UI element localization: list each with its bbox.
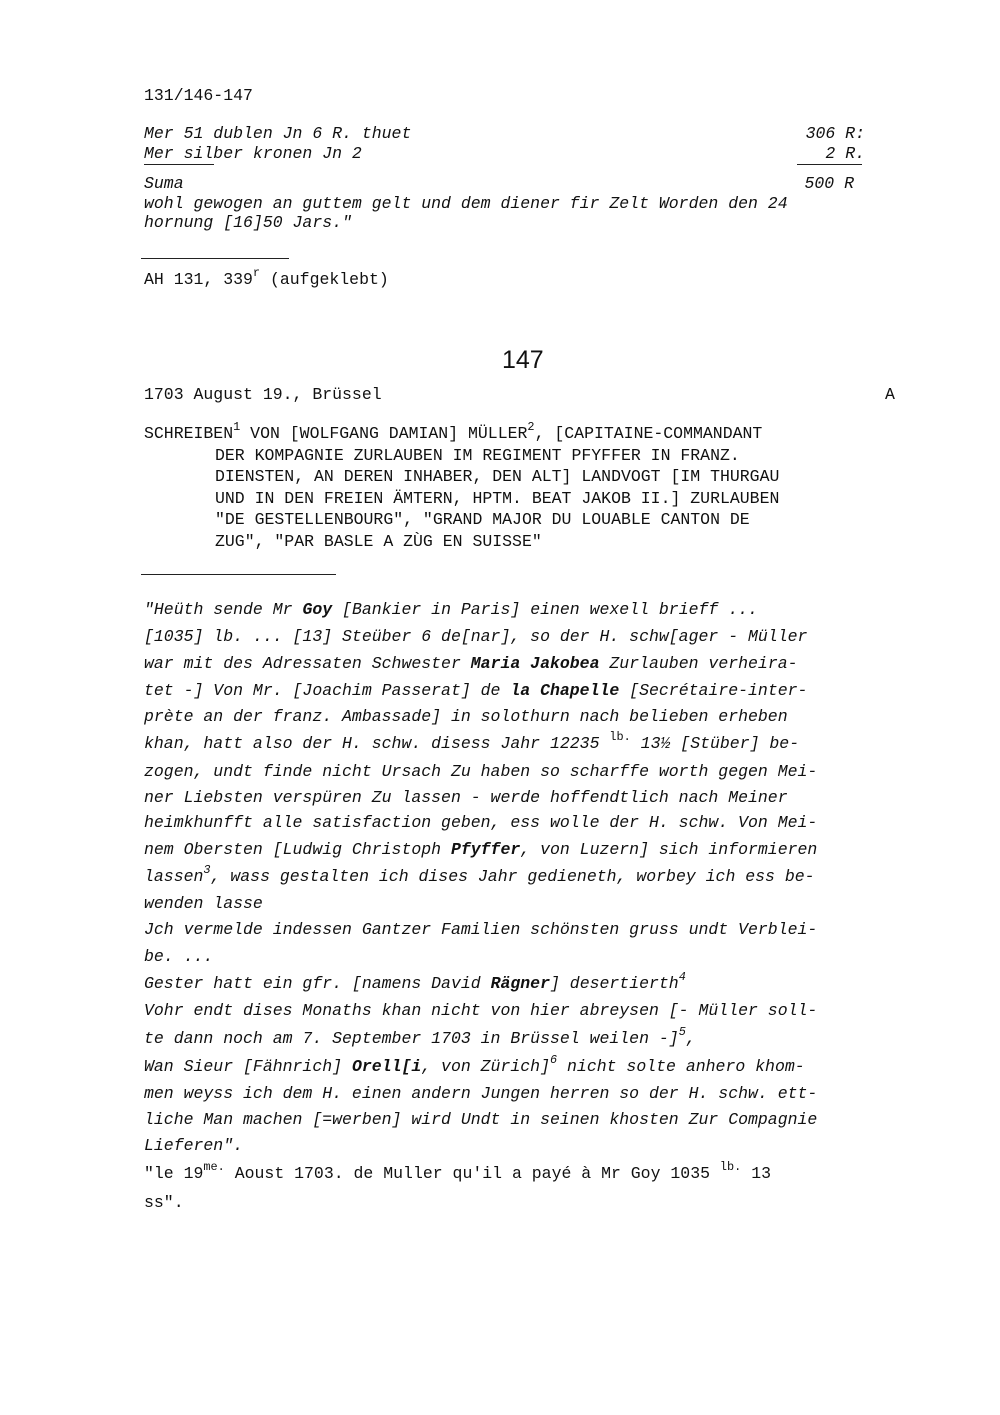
letter-line — [144, 1084, 817, 1103]
letter-text: nem Obersten [Ludwig Christoph — [144, 840, 451, 859]
letter-line — [144, 969, 686, 993]
heading-line-4: UND IN DEN FREIEN ÄMTERN, HPTM. BEAT JAKOB II.] ZURLAUBEN — [215, 488, 780, 508]
letter-text: be. ... — [144, 947, 214, 966]
page-reference: 131/146-147 — [144, 86, 253, 105]
document-heading — [144, 419, 780, 553]
account-row-2-amount: 2 R. — [825, 144, 865, 163]
document-number: 147 — [502, 346, 544, 374]
highlighted-name: la Chapelle — [510, 681, 620, 700]
letter-text: , von Luzern] sich informieren — [520, 840, 818, 859]
letter-text: Aoust 1703. de Muller qu'il a payé à Mr Goy 1035 — [224, 1164, 720, 1183]
highlighted-name: Orell[i — [351, 1057, 422, 1076]
letter-text: , — [685, 1029, 696, 1048]
letter-text: ner Liebsten verspüren Zu lassen - werde hoffendtlich nach Meiner — [144, 788, 788, 807]
letter-text: tet -] Von Mr. [Joachim Passerat] de — [144, 681, 511, 700]
sum-amount: 500 R — [804, 174, 854, 193]
heading-line-5: "DE GESTELLENBOURG", "GRAND MAJOR DU LOUABLE CANTON DE — [215, 510, 750, 530]
heading-separator — [141, 574, 336, 575]
letter-text: "le 19 — [144, 1164, 204, 1183]
superscript: 4 — [678, 969, 686, 984]
account-row-2-label: Mer silber kronen Jn 2 — [144, 144, 362, 163]
source-note: (aufgeklebt) — [260, 270, 389, 289]
letter-text: Vohr endt dises Monaths khan nicht von hier abreysen [- Müller soll- — [144, 1001, 818, 1020]
source-reference — [144, 265, 389, 289]
letter-line — [144, 681, 807, 700]
letter-line — [144, 707, 788, 726]
heading-line-3: DIENSTEN, AN DEREN INHABER, DEN ALT] LANDVOGT [IM THURGAU — [215, 467, 780, 487]
letter-text: war mit des Adressaten Schwester — [144, 654, 471, 673]
letter-line — [144, 1110, 817, 1129]
highlighted-name: Rägner — [490, 974, 550, 993]
source-archive: AH 131, 339 — [144, 270, 253, 289]
letter-line — [144, 1024, 696, 1048]
closing-line-2: hornung [16]50 Jars." — [144, 213, 352, 232]
account-row-1-label: Mer 51 dublen Jn 6 R. thuet — [144, 124, 412, 143]
letter-text: Wan Sieur [Fähnrich] — [144, 1057, 352, 1076]
document-type-letter: A — [885, 385, 895, 404]
letter-text: wenden lasse — [144, 894, 263, 913]
superscript: lb. — [719, 1159, 742, 1174]
letter-line — [144, 1001, 817, 1020]
heading-line-2: DER KOMPAGNIE ZURLAUBEN IM REGIMENT PFYFFER IN FRANZ. — [215, 445, 740, 465]
letter-line — [144, 920, 817, 939]
footnote-separator — [141, 258, 289, 259]
highlighted-name: Pfyffer — [450, 840, 521, 859]
letter-text: liche Man machen [=werben] wird Undt in seinen khosten Zur Compagnie — [144, 1110, 818, 1129]
letter-line — [144, 762, 817, 781]
heading-line-6: ZUG", "PAR BASLE A ZÙG EN SUISSE" — [215, 531, 542, 551]
superscript: lb. — [609, 729, 631, 744]
letter-text: lassen — [144, 867, 204, 886]
superscript: 6 — [549, 1052, 558, 1067]
letter-text: [Secrétaire-inter- — [619, 681, 808, 700]
letter-text: te dann noch am 7. September 1703 in Brüssel weilen -] — [144, 1029, 679, 1048]
letter-text: [Bankier in Paris] einen wexell brieff ... — [332, 600, 758, 619]
letter-line — [144, 788, 788, 807]
letter-text: Lieferen". — [144, 1136, 244, 1155]
letter-text: Zurlauben verheira- — [599, 654, 798, 673]
highlighted-name: Maria Jakobea — [470, 654, 600, 673]
letter-text: Gester hatt ein gfr. [namens David — [144, 974, 491, 993]
sum-underline-right — [797, 164, 862, 165]
letter-text: 13 — [741, 1164, 772, 1183]
letter-line — [144, 600, 758, 619]
sum-underline-left — [144, 164, 214, 165]
sum-label: Suma — [144, 174, 184, 193]
footnote-ref-1: 1 — [233, 419, 241, 434]
letter-line — [144, 947, 213, 966]
letter-text: "Heüth sende Mr — [144, 600, 303, 619]
letter-text: khan, hatt also der H. schw. disess Jahr 12235 — [144, 734, 610, 753]
letter-text: , wass gestalten ich dises Jahr gedieneth, worbey ich ess be- — [210, 867, 815, 886]
letter-text: men weyss ich dem H. einen andern Jungen herren so der H. schw. ett- — [144, 1084, 818, 1103]
account-row-1-amount: 306 R: — [805, 124, 865, 143]
letter-line — [144, 627, 807, 646]
closing-line-1: wohl gewogen an guttem gelt und dem diener fir Zelt Worden den 24 — [144, 194, 788, 213]
letter-line — [144, 862, 815, 886]
letter-line — [144, 729, 800, 753]
letter-text: ss". — [144, 1193, 184, 1212]
letter-line — [144, 654, 798, 673]
highlighted-name: Goy — [302, 600, 333, 619]
letter-line — [144, 1193, 184, 1212]
letter-line — [144, 1052, 805, 1076]
footnote-ref-2: 2 — [527, 419, 535, 434]
heading-line-1: SCHREIBEN$^1$ VON [WOLFGANG DAMIAN] MÜLLER$^2$, [CAPITAINE-COMMANDANT — [144, 419, 763, 443]
letter-line — [144, 813, 817, 832]
letter-text: nicht solte anhero khom- — [557, 1057, 805, 1076]
superscript: me. — [203, 1159, 225, 1174]
letter-line — [144, 1136, 243, 1155]
letter-text: ] desertierth — [549, 974, 679, 993]
letter-text: zogen, undt finde nicht Ursach Zu haben so scharffe worth gegen Mei- — [144, 762, 818, 781]
letter-text: , von Zürich] — [421, 1057, 550, 1076]
letter-line — [144, 840, 817, 859]
letter-line — [144, 894, 263, 913]
letter-line — [144, 1159, 772, 1183]
source-folio-side: r — [252, 265, 261, 280]
date-place: 1703 August 19., Brüssel — [144, 385, 382, 404]
letter-text: Jch vermelde indessen Gantzer Familien schönsten gruss undt Verblei- — [144, 920, 818, 939]
superscript: 5 — [678, 1024, 686, 1039]
letter-text: heimkhunfft alle satisfaction geben, ess wolle der H. schw. Von Mei- — [144, 813, 818, 832]
letter-text: [1035] lb. ... [13] Steüber 6 de[nar], so der H. schw[ager - Müller — [144, 627, 808, 646]
superscript: 3 — [203, 862, 211, 877]
letter-text: prète an der franz. Ambassade] in solothurn nach belieben erheben — [144, 707, 788, 726]
letter-text: 13½ [Stüber] be- — [630, 734, 800, 753]
